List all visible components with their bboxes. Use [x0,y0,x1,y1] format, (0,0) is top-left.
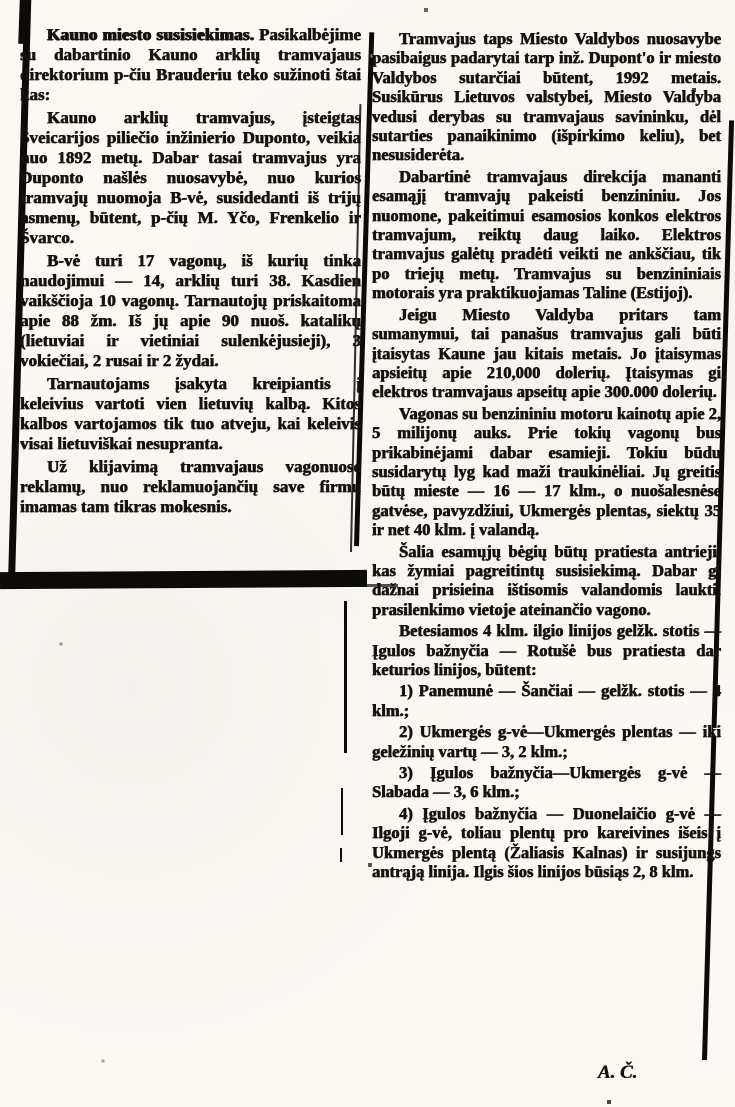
paragraph-text: 3) Įgulos bažnyčia—Ukmergės g-vė — Slabada — 3, 6 klm.; [372,763,721,802]
left-column [20,25,361,520]
article-paragraph [372,542,721,620]
paragraph-text: Kauno arklių tramvajus, įsteigtas Šveicarijos piliečio inžinierio Duponto, veikia nuo 1892 metų. Dabar tasai tramvajus yra Duponto našlės nuosavybė, nuo kurios tramvajų nuomoja B-vė, susidedanti iš trijų asmenų, būtent, p-čių M. Yčo, Frenkelio ir Švarco. [20,108,361,247]
author-signature: A. Č. [597,1062,638,1083]
article-paragraph [20,251,361,371]
paragraph-text: 1) Panemunė — Šančiai — gelžk. stotis — 4 klm.; [372,681,721,720]
article-paragraph [20,457,361,517]
article-paragraph [372,621,721,679]
article-paragraph [372,804,721,882]
paragraph-text: B-vė turi 17 vagonų, iš kurių tinka naudojimui — 14, arklių turi 38. Kasdien vaikščioja 10 vagonų. Tarnautojų priskaitoma apie 88 žm. Iš jų apie 90 nuoš. katalikų (lietuviai ir vietiniai sulenkėjusieji), 3 vokiečiai, 2 rusai ir 2 žydai. [20,251,361,370]
paragraph-text: Vagonas su benzininiu motoru kainotų apie 2, 5 milijonų auks. Prie tokių vagonų bus prikabinėjami dabar esamieji. Tokiu būdu susidarytų lyg kad maži traukinėliai. Jų greitis būtų mieste — 16 — 17 klm., o nuošalesnėse gatvėse, pavyzdžiui, Ukmergės plentas, siektų 35 ir net 40 klm. į valandą. [372,403,721,540]
article-paragraph [20,108,361,248]
section-separator-bar [0,570,367,589]
article-paragraph [372,29,721,165]
paragraph-text: 2) Ukmergės g-vė—Ukmergės plentas — iki geležinių vartų — 3, 2 klm.; [372,722,721,761]
paragraph-text: Pasikalbėjime su dabartinio Kauno arklių tramvajaus direktorium p-čiu Brauderiu teko sužinoti štai kas: [20,25,362,104]
article-paragraph [372,681,721,720]
right-column [372,29,721,883]
column-divider-dash [340,848,342,862]
paragraph-text: Betesiamos 4 klm. ilgio linijos gelžk. stotis — Įgulos bažnyčia — Rotušė bus pratiesta dar keturios linijos, būtent: [372,621,721,679]
paragraph-text: Jeigu Miesto Valdyba pritars tam sumanymui, tai panašus tramvajus gali būti įtaisytas Kaune jau kitais metais. Jo įtaisymas apsieitų apie 210,000 dolerių. Įtaisymas gi elektros tramvajaus apseitų apie 300.000 dolerių. [372,304,721,402]
paragraph-text: 4) Įgulos bažnyčia — Duonelaičio g-vė — Ilgoji g-vė, toliau plentų pro kareivines išeis į Ukmergės plentą (Žaliasis Kalnas) ir susijungs antrąją linija. Ilgis šios linijos būsiąs 2, 8 klm. [372,803,721,882]
article-paragraph [20,25,361,105]
article-paragraph [372,305,721,402]
paragraph-text: Tarnautojams įsakyta kreipiantis į keleivius vartoti vien lietuvių kalbą. Kitos kalbos vartojamos tik tuo atveju, kai keleivis visai lietuviškai nesupranta. [20,374,361,453]
article-paragraph [372,763,721,802]
article-lead-heading: Kauno miesto susisiekimas. [47,25,255,44]
article-paragraph [372,167,721,303]
paragraph-text: Šalia esamųjų bėgių būtų pratiesta antrieji, kas žymiai pagreitintų susisiekimą. Dabar gi dažnai prisieina ištisomis valandomis laukti, prasilenkimo vietoje ateinančio vagono. [372,541,721,619]
paragraph-text: Dabartinė tramvajaus direkcija mananti esamąjį tramvajų pakeisti benzininiu. Jos nuomone, pakeitimui esamosios konkos elektros tramvajum, reiktų daug laiko. Elektros tramvajus galėtų pradėti veikti ne ankščiau, tik po triejų metų. Tramvajus su benzininiais motorais yra praktikuojamas Taline (Estijoj). [372,166,721,303]
article-paragraph [20,374,361,454]
paragraph-text: Tramvajus taps Miesto Valdybos nuosavybe pasibaigus padarytai tarp inž. Dupont'o ir miesto Valdybos sutarčiai būtent, 1992 metais. Susikūrus Lietuvos valstybei, Miesto Valdyba vedusi derybas su tramvajaus savininku, dėl sutarties panaikinimo (išpirkimo keliu), bet nesusiderėta. [372,29,721,165]
article-paragraph [372,722,721,761]
paragraph-text: Už klijavimą tramvajaus vagonuose reklamų, nuo reklamuojančių save firmų imamas tam tikras mokesnis. [20,457,361,516]
column-divider-dash [344,601,347,753]
paper-specks [0,0,2,2]
article-paragraph [372,404,721,540]
column-divider-dash [341,788,343,835]
